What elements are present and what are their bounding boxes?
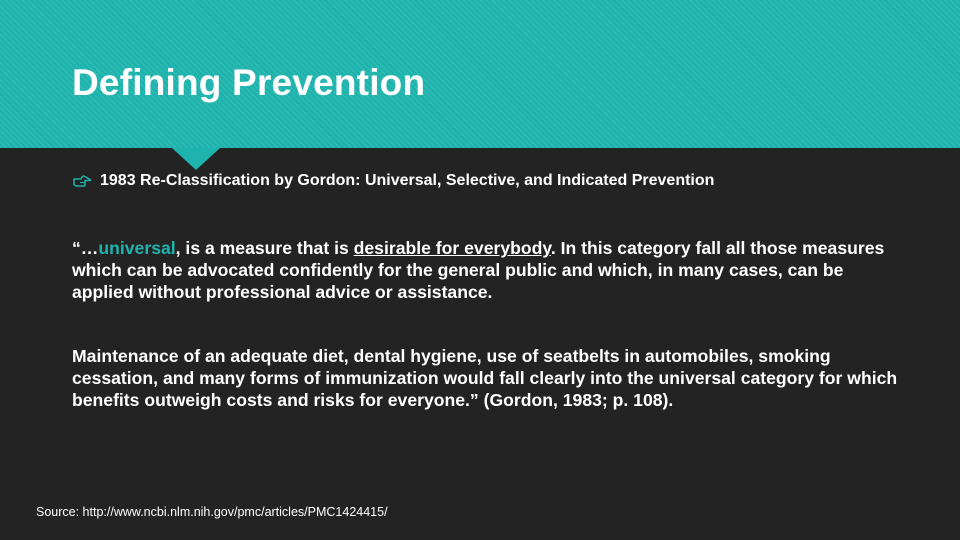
underlined-phrase: desirable for everybody <box>353 238 551 258</box>
quote-open: “… <box>72 238 99 258</box>
quote-rest: . In this category fall all those measures which can be advocated confidently for the general public and which, in many cases, can be applied without professional advice or assistance. <box>72 238 885 302</box>
bullet-item <box>72 172 714 190</box>
examples-paragraph: Maintenance of an adequate diet, dental hygiene, use of seatbelts in automobiles, smoking cessation, and many forms of immunization would fall clearly into the universal category for which benefits outweigh costs and risks for everyone.” (Gordon, 1983; p. 108). <box>72 346 898 410</box>
highlight-universal: universal <box>98 238 176 258</box>
quote-mid: , is a measure that is <box>175 238 354 258</box>
slide-title: Defining Prevention <box>72 62 426 103</box>
bullet-text: 1983 Re-Classification by Gordon: Universal, Selective, and Indicated Prevention <box>100 172 715 189</box>
source-citation: Source: http://www.ncbi.nlm.nih.gov/pmc/articles/PMC1424415/ <box>36 505 388 519</box>
hand-pointing-right-icon <box>72 173 92 189</box>
banner-notch <box>172 148 220 170</box>
quote-paragraph <box>72 237 902 303</box>
